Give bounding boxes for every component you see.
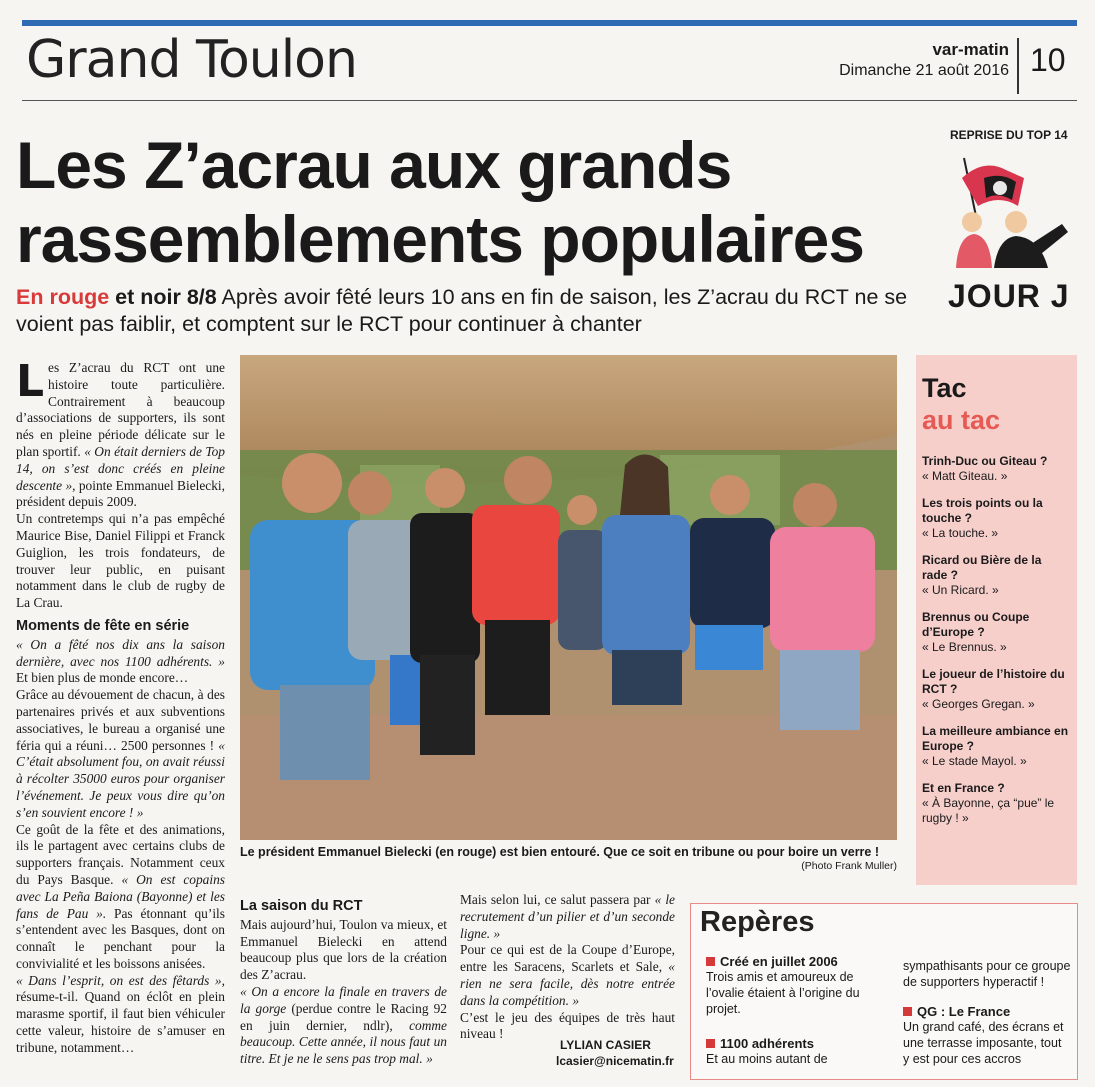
answer: « Matt Giteau. » (922, 469, 1008, 483)
question: Brennus ou Coupe d’Europe ? (922, 610, 1030, 639)
paragraph: Et bien plus de monde encore… (16, 670, 189, 686)
paragraph: Un contretemps qui n’a pas empêché Maurice Bise, Daniel Filippi et Franck Guiglion, les trois fondateurs, de trouver leur public, en puisant notamment dans le club de rugby de La Crau. (16, 511, 225, 611)
jour-j-badge: JOUR J (948, 278, 1070, 314)
byline-name: LYLIAN CASIER (560, 1038, 651, 1052)
answer: « La touche. » (922, 526, 999, 540)
photo-illustration (240, 355, 897, 840)
paragraph: Mais aujourd’hui, Toulon va mieux, et Emmanuel Bielecki en attend beaucoup plus que lors de la création des Z’acrau. (240, 916, 447, 983)
quote: « rien ne sera facile, dès notre entrée dans la compétition. » (460, 959, 675, 1008)
page-number: 10 (1030, 42, 1066, 78)
paragraph: Ce goût de la fête et des animations, ils le partagent avec certains clubs de supporters français. Notamment ceux du Pays Basque. (16, 821, 225, 887)
bullet-square-icon (903, 1007, 912, 1016)
quote: « Dans l’esprit, on est des fêtards » (16, 972, 222, 988)
headline: Les Z’acrau aux grands rassemblements populaires (16, 128, 865, 276)
answer: « Georges Gregan. » (922, 697, 1035, 711)
group-photo (240, 355, 897, 840)
deck-text: Après avoir fêté leurs 10 ans en fin de saison, les Z’acrau du RCT ne se voient pas faiblir, et comptent sur le RCT pour continuer à chanter (16, 285, 908, 336)
answer: « Le stade Mayol. » (922, 754, 1027, 768)
reperes-text: Trois amis et amoureux de l’ovalie étaient à l’origine du projet. (706, 970, 860, 1016)
question: Les trois points ou la touche ? (922, 496, 1043, 525)
question: Et en France ? (922, 781, 1005, 795)
reperes-text: sympathisants pour ce groupe de supporters hyperactif ! (903, 959, 1071, 989)
reperes-text: Et au moins autant de (706, 1052, 828, 1066)
question: La meilleure ambiance en Europe ? (922, 724, 1069, 753)
reperes-heading: Créé en juillet 2006 (720, 954, 838, 969)
newspaper-brand: var-matin (932, 40, 1009, 59)
quote: « On a fêté nos dix ans la saison dernière, avec nos 1100 adhérents. » (16, 636, 225, 669)
article-column-2 (240, 892, 447, 1068)
quote: « On a encore la finale en travers de la gorge (240, 983, 447, 1016)
paragraph: C’est le jeu des équipes de très haut niveau ! (460, 1009, 675, 1042)
tac-qa-list (922, 454, 1070, 838)
reperes-item (903, 1004, 1071, 1067)
subheading: La saison du RCT (240, 898, 363, 914)
byline-email: lcasier@nicematin.fr (556, 1054, 674, 1068)
section-title: Grand Toulon (26, 30, 357, 90)
paragraph: Pas étonnant qu’ils s’entendent avec les Basques, dont on connaît le penchant pour la convivialité et les boissons anisées. (16, 905, 225, 971)
reperes-item (903, 958, 1071, 990)
paragraph: , pointe Emmanuel Bielecki, président depuis 2009. (16, 477, 226, 510)
paragraph: (perdue contre le Racing 92 en juin dernier, ndlr), (240, 1000, 447, 1033)
quote: « On était derniers de Top 14, on s’est donc créés en pleine descente » (16, 443, 225, 493)
question: Ricard ou Bière de la rade ? (922, 553, 1042, 582)
paragraph: Pour ce qui est de la Coupe d’Europe, entre les Saracens, Scarlets et Sale, (460, 942, 675, 975)
deck-black: et noir 8/8 (115, 285, 217, 309)
paragraph: Grâce au dévouement de chacun, à des partenaires privés et aux subventions associatives, le bureau a organisé une féria qui a réuni… 2500 personnes ! (16, 687, 225, 753)
answer: « Un Ricard. » (922, 583, 999, 597)
paragraph: Mais selon lui, ce salut passera par (460, 892, 655, 907)
subheading: Moments de fête en série (16, 617, 190, 634)
header-divider (1017, 38, 1019, 94)
supporters-flag-icon (944, 148, 1074, 270)
question: Trinh-Duc ou Giteau ? (922, 454, 1048, 468)
article-column-3 (460, 892, 675, 1043)
paragraph: es Z’acrau du RCT ont une histoire toute particulière. Contrairement à beaucoup d’associations de supporters, ils sont nés en pleine période délicate sur le plan sportif. (16, 360, 225, 459)
reperes-heading: QG : Le France (917, 1004, 1011, 1019)
article-column-1 (16, 356, 226, 1057)
paragraph: , résume-t-il. Quand on éclôt en plein marasme sportif, il faut bien véhiculer cette valeur, histoire de s’amuser en tribune, notamment… (16, 972, 225, 1055)
deck (16, 284, 916, 338)
quote: « le recrutement d’un pilier et d’un seconde ligne. » (460, 892, 675, 941)
deck-red: En rouge (16, 285, 110, 309)
photo-caption: Le président Emmanuel Bielecki (en rouge) est bien entouré. Que ce soit en tribune ou pour boire un verre ! (240, 845, 880, 859)
reperes-text: Un grand café, des écrans et une terrasse imposante, tout y est pour ces accros (903, 1020, 1064, 1066)
quote: comme beaucoup. Cette année, il nous faut un titre. Et je ne le sens pas trop mal. » (240, 1017, 447, 1067)
kicker: REPRISE DU TOP 14 (950, 128, 1068, 142)
answer: « À Bayonne, ça “pue” le rugby ! » (922, 796, 1055, 825)
photo-credit: (Photo Frank Muller) (801, 860, 897, 872)
reperes-item (706, 1036, 886, 1067)
reperes-item (706, 954, 886, 1017)
dropcap: L (16, 356, 45, 407)
header-rule (22, 100, 1077, 101)
question: Le joueur de l’histoire du RCT ? (922, 667, 1065, 696)
tac-title: Tac (922, 373, 967, 403)
tac-subtitle: au tac (922, 405, 1001, 435)
answer: « Le Brennus. » (922, 640, 1007, 654)
bullet-square-icon (706, 1039, 715, 1048)
quote: « On est copains avec La Peña Baiona (Bayonne) et les fans de Pau ». (16, 871, 225, 921)
top-rule (22, 20, 1077, 26)
bullet-square-icon (706, 957, 715, 966)
issue-date: Dimanche 21 août 2016 (839, 62, 1009, 79)
quote: « C’était absolument fou, on avait réussi à récolter 35000 euros pour organiser l’événement. Je peux vous dire qu’on s’en souvient encore ! » (16, 737, 225, 820)
reperes-title: Repères (700, 906, 815, 938)
reperes-heading: 1100 adhérents (720, 1036, 814, 1051)
